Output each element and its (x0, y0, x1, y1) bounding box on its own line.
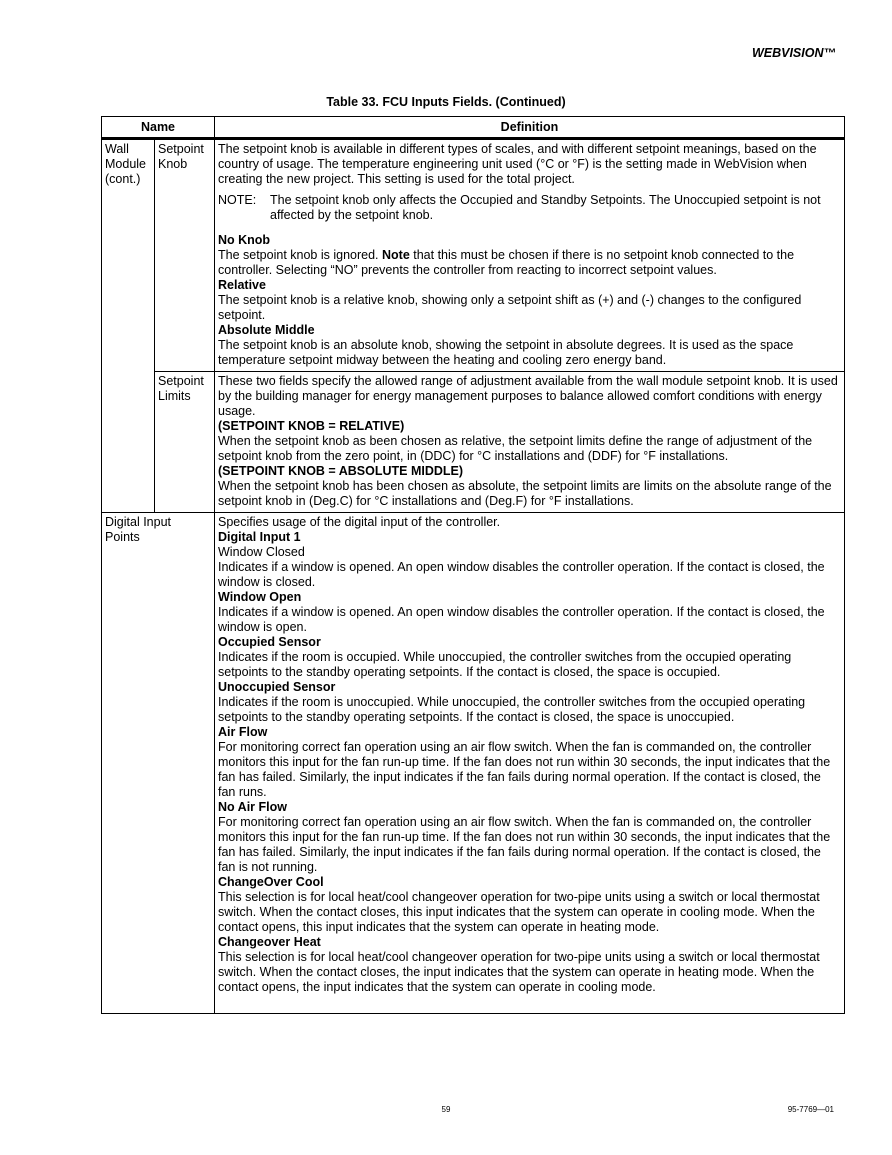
name-line: (cont.) (105, 172, 141, 186)
name-line: Wall (105, 142, 129, 156)
fcu-inputs-table (101, 116, 845, 1014)
paragraph: These two fields specify the allowed range of adjustment available from the wall module setpoint knob. It is used by the building manager for energy management purposes to balance allowed comfort conditions with energy usage. (218, 374, 838, 418)
subheading: Occupied Sensor (218, 635, 321, 649)
table-row (102, 513, 845, 1014)
table-caption: Table 33. FCU Inputs Fields. (Continued) (326, 95, 566, 109)
name-line: Points (105, 530, 140, 544)
note-label: NOTE: (218, 193, 257, 207)
column-header-definition: Definition (215, 117, 845, 139)
paragraph: Indicates if a window is opened. An open window disables the controller operation. If the contact is closed, the window is closed. (218, 560, 825, 589)
text-run: that this must be chosen if there is no setpoint knob connected to the controller. Selecting “NO” prevents the controller from reacting to incorrect setpoint values. (218, 248, 795, 277)
subname-line: Limits (158, 389, 191, 403)
subrow-name-setpoint-limits (155, 372, 215, 513)
subheading: Window Open (218, 590, 302, 604)
subheading: Digital Input 1 (218, 530, 301, 544)
subheading: Absolute Middle (218, 323, 315, 337)
paragraph: This selection is for local heat/cool changeover operation for two-pipe units using a switch or local thermostat switch. When the contact closes, this input indicates that the system can operate in cooling mode. When the contact opens, this input indicates that the system can operate in heating mode. (218, 890, 820, 934)
paragraph: Indicates if the room is unoccupied. While unoccupied, the controller switches from the occupied operating setpoints to the standby operating setpoints. If the contact is closed, the space is unoccupied. (218, 695, 806, 724)
column-header-name: Name (102, 117, 215, 139)
name-line: Digital Input (105, 515, 172, 529)
definition-setpoint-knob (215, 139, 845, 372)
subheading: No Knob (218, 233, 271, 247)
subname-line: Setpoint (158, 374, 204, 388)
paragraph: For monitoring correct fan operation using an air flow switch. When the fan is commanded on, the controller monitors this input for the fan run-up time. If the fan does not run within 30 seconds, the input indicates that the fan has failed. Similarly, the input indicates if the fan fails during normal operation. If the contact is closed, the fan is not running. (218, 815, 831, 874)
subrow-name-setpoint-knob (155, 139, 215, 372)
page-header-brand: WEBVISION™ (751, 46, 836, 60)
paragraph: The setpoint knob is available in different types of scales, and with different setpoint meanings, based on the country of usage. The temperature engineering unit used (°C or °F) is the setting made in WebVision when creating the new project. This setting is used for the total project. (218, 142, 817, 186)
paragraph (218, 248, 841, 278)
row-name-digital-input-points (102, 513, 215, 1014)
subheading: Relative (218, 278, 266, 292)
note-text: The setpoint knob only affects the Occupied and Standby Setpoints. The Unoccupied setpoint is not affected by the setpoint knob. (270, 193, 821, 222)
subheading: Changeover Heat (218, 935, 321, 949)
definition-digital-input-points (215, 513, 845, 1014)
name-line: Module (105, 157, 146, 171)
paragraph: Indicates if a window is opened. An open window disables the controller operation. If the contact is closed, the window is open. (218, 605, 825, 634)
paragraph: The setpoint knob is a relative knob, showing only a setpoint shift as (+) and (-) changes to the configured setpoint. (218, 293, 802, 322)
paragraph: Specifies usage of the digital input of the controller. (218, 515, 501, 529)
paragraph: This selection is for local heat/cool changeover operation for two-pipe units using a switch or local thermostat switch. When the contact closes, the input indicates that the system can operate in heating mode. When the contact opens, the input indicates that the system can operate in cooling mode. (218, 950, 820, 994)
definition-setpoint-limits (215, 372, 845, 513)
subheading: (SETPOINT KNOB = RELATIVE) (218, 419, 405, 433)
table-row (102, 139, 845, 372)
table-row (102, 372, 845, 513)
option-title: Window Closed (218, 545, 305, 559)
paragraph: For monitoring correct fan operation using an air flow switch. When the fan is commanded on, the controller monitors this input for the fan run-up time. If the fan does not run within 30 seconds, the input indicates that the fan has failed. Similarly, the input indicates if the fan fails during normal operation. If the contact is closed, the fan runs. (218, 740, 831, 799)
subheading: (SETPOINT KNOB = ABSOLUTE MIDDLE) (218, 464, 464, 478)
subheading: Unoccupied Sensor (218, 680, 336, 694)
subheading: ChangeOver Cool (218, 875, 324, 889)
subname-line: Knob (158, 157, 188, 171)
text-run-bold: Note (382, 248, 410, 262)
paragraph: When the setpoint knob has been chosen as absolute, the setpoint limits are limits on the absolute range of the setpoint knob in (Deg.C) for °C installations and (Deg.F) for °F installations. (218, 479, 832, 508)
page-number: 59 (441, 1105, 451, 1114)
paragraph: When the setpoint knob as been chosen as relative, the setpoint limits define the range of adjustment of the setpoint knob from the zero point, in (DDC) for °C installations and (DDF) for °F installations. (218, 434, 813, 463)
paragraph: Indicates if the room is occupied. While unoccupied, the controller switches from the occupied operating setpoints to the standby operating setpoints. If the contact is closed, the space is occupied. (218, 650, 792, 679)
document-number: 95-7769—01 (787, 1105, 834, 1114)
text-run: The setpoint knob is ignored. (218, 248, 382, 262)
note (218, 193, 841, 223)
row-name-wall-module (102, 139, 155, 513)
paragraph: The setpoint knob is an absolute knob, showing the setpoint in absolute degrees. It is used as the space temperature setpoint midway between the heating and cooling zero energy band. (218, 338, 794, 367)
subheading: No Air Flow (218, 800, 287, 814)
subname-line: Setpoint (158, 142, 204, 156)
subheading: Air Flow (218, 725, 268, 739)
table-header-row (102, 117, 845, 139)
